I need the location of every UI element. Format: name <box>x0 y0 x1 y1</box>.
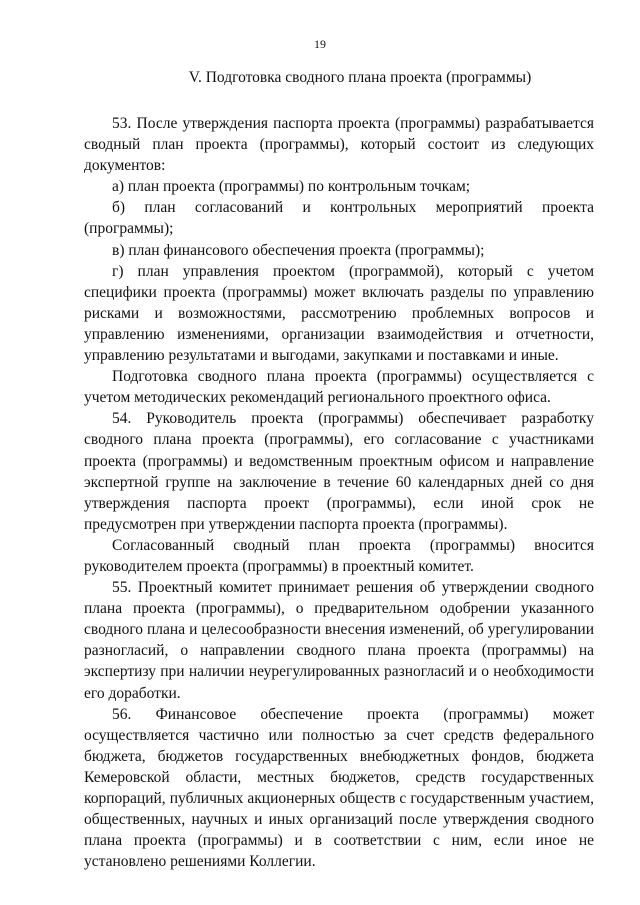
paragraph-methodology: Подготовка сводного плана проекта (программы) осуществляется с учетом методических рекомендаций регионального проектного офиса. <box>84 368 594 407</box>
document-body <box>84 113 594 872</box>
section-heading: V. Подготовка сводного плана проекта (программы) <box>188 69 532 86</box>
list-item-g: г) план управления проектом (программой), который с учетом специфики проекта (программы) может включать разделы по управлению рисками и возможностями, рассмотрению проблемных вопросов и управлению изменениями, организации взаимодействия и отчетности, управлению результатами и выгодами, закупками и поставками и иные. <box>84 262 594 365</box>
page-number: 19 <box>314 37 326 51</box>
paragraph-54: 54. Руководитель проекта (программы) обеспечивает разработку сводного плана проекта (программы), его согласование с участниками проекта (программы) и ведомственным проектным офисом и направление экспертной группе на заключение в течение 60 календарных дней со дня утверждения паспорта проект (программы), если иной срок не предусмотрен при утверждении паспорта проекта (программы). <box>84 410 594 533</box>
list-item-b: б) план согласований и контрольных мероприятий проекта (программы); <box>84 199 594 238</box>
list-item-v: в) план финансового обеспечения проекта (программы); <box>112 241 485 259</box>
paragraph-53: 53. После утверждения паспорта проекта (программы) разрабатывается сводный план проекта (программы), который состоит из следующих документов: <box>84 115 594 175</box>
list-item-a: а) план проекта (программы) по контрольным точкам; <box>112 178 471 196</box>
paragraph-committee-submission: Согласованный сводный план проекта (программы) вносится руководителем проекта (программы) в проектный комитет. <box>84 536 594 575</box>
paragraph-55: 55. Проектный комитет принимает решения об утверждении сводного плана проекта (программы), о предварительном одобрении указанного сводного плана и целесообразности внесения изменений, об урегулировании разногласий, о направлении сводного плана проекта (программы) на экспертизу при наличии неурегулированных разногласий и о необходимости его доработки. <box>84 579 594 702</box>
paragraph-56: 56. Финансовое обеспечение проекта (программы) может осуществляется частично или полностью за счет средств федерального бюджета, бюджетов государственных внебюджетных фондов, бюджета Кемеровской области, местных бюджетов, средств государственных корпораций, публичных акционерных обществ с государственным участием, общественных, научных и иных организаций после утверждения сводного плана проекта (программы) и в соответствии с ним, если иное не установлено решениями Коллегии. <box>84 705 594 871</box>
